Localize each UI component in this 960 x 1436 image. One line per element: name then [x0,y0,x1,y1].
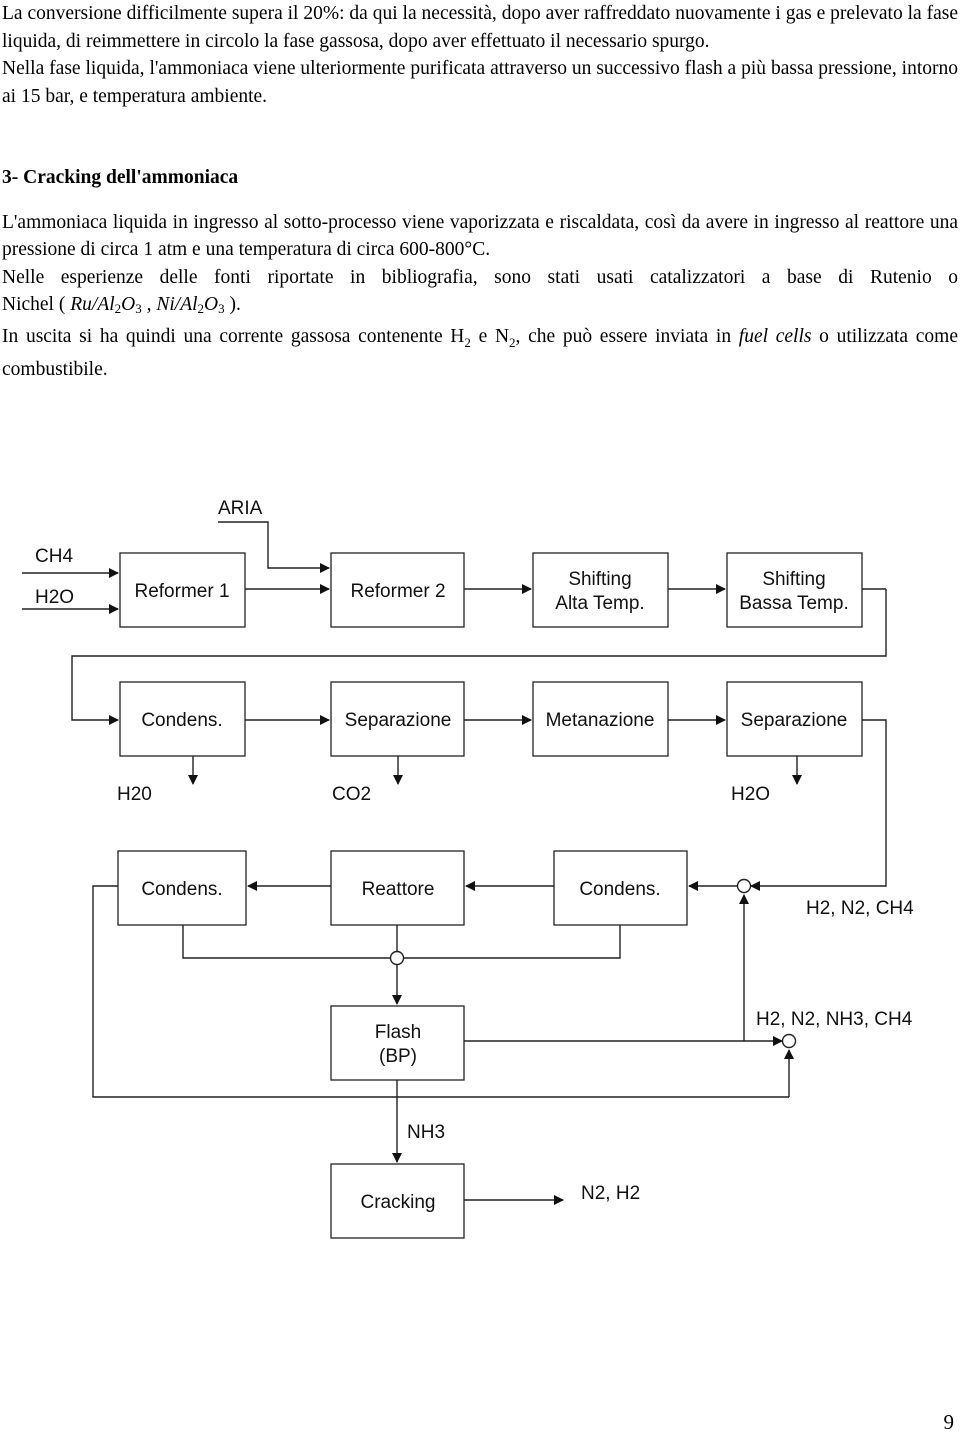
shifting-alta-temp-box [533,553,668,627]
svg-text:Condens.: Condens. [141,879,223,900]
paragraph-liquid-phase: Nella fase liquida, l'ammoniaca viene ulteriormente purificata attraverso un successivo flash a più bassa pressione, intorno ai 15 bar, e temperatura ambiente. [2,58,958,107]
metanazione-box [533,682,668,756]
section-heading: 3- Cracking dell'ammoniaca [2,167,239,188]
svg-text:Shifting: Shifting [568,569,632,590]
condens-box-2 [118,851,246,925]
ch4-label: CH4 [35,546,74,567]
svg-text:Bassa Temp.: Bassa Temp. [739,593,849,614]
cracking-box [331,1164,464,1238]
h20-output-label: H20 [117,784,152,805]
catalysts-line-1: Nelle esperienze delle fonti riportate in bibliografia, sono stati usati catalizzatori a base di Rutenio o [2,266,958,288]
n2-h2-label: N2, H2 [581,1183,641,1204]
reattore-box [331,851,464,925]
h2-n2-nh3-ch4-label: H2, N2, NH3, CH4 [756,1009,913,1030]
paragraph-vaporization: L'ammoniaca liquida in ingresso al sotto-processo viene vaporizzata e riscaldata, così da avere in ingresso al reattore una pressione di circa 1 atm e una temperatura di circa 600-800°C. [2,211,958,260]
paragraph-catalysts [2,264,958,323]
h2-n2-ch4-label: H2, N2, CH4 [806,898,914,919]
catalyst-separator: , [141,294,157,315]
paragraph-output: In uscita si ha quindi una corrente gassosa contenente $H_2$ e $N_2$, che può essere inviata in fuel cells o utilizzata come combustibile. [2,325,958,380]
separazione-box-1 [331,682,464,756]
condens-to-splitter-line [183,925,390,958]
nh3-label: NH3 [407,1122,446,1143]
process-flow-diagram [0,480,960,1240]
fuel-cells-term: fuel cells [738,325,812,347]
svg-text:Reformer 1: Reformer 1 [134,581,230,602]
condens3-to-splitter-line [404,925,620,958]
mixer-junction [738,880,751,893]
document-text [2,0,958,383]
splitter-junction [391,952,404,965]
reformer-2-box [331,553,464,627]
svg-text:Shifting: Shifting [762,569,826,590]
catalysts-suffix: ). [224,294,241,315]
svg-text:Condens.: Condens. [141,710,223,731]
svg-text:Separazione: Separazione [740,710,848,731]
co2-output-label: CO2 [332,784,372,805]
svg-text:Reformer 2: Reformer 2 [350,581,446,602]
h2o-input-label: H2O [35,587,75,608]
h2o-output-label: H2O [731,784,771,805]
svg-text:Condens.: Condens. [579,879,661,900]
aria-label: ARIA [218,498,263,519]
flash-bp-box [331,1006,464,1080]
catalysts-prefix: Nichel ( [2,294,71,315]
flash-gas-junction [783,1035,796,1048]
page-number: 9 [943,1410,954,1434]
condens-box-3 [554,851,687,925]
condens-box-1 [120,682,245,756]
reformer-1-box [120,553,245,627]
catalyst-nickel: $Ni/Al_2O_3$ [156,294,225,316]
svg-text:Separazione: Separazione [344,710,452,731]
svg-text:(BP): (BP) [379,1046,417,1067]
svg-text:Reattore: Reattore [361,879,435,900]
catalyst-ruthenium: $Ru/Al_2O_3$ [70,294,142,316]
separazione-box-2 [727,682,862,756]
svg-text:Flash: Flash [374,1022,422,1043]
svg-text:Alta Temp.: Alta Temp. [555,593,645,614]
svg-text:Cracking: Cracking [360,1192,436,1213]
shifting-bassa-temp-box [727,553,862,627]
paragraph-conversion: La conversione difficilmente supera il 20%: da qui la necessità, dopo aver raffreddato nuovamente i gas e prelevato la fase liquida, di reimmettere in circolo la fase gassosa, dopo aver effettuato il necessario spurgo. [2,3,958,52]
svg-text:Metanazione: Metanazione [545,710,655,731]
